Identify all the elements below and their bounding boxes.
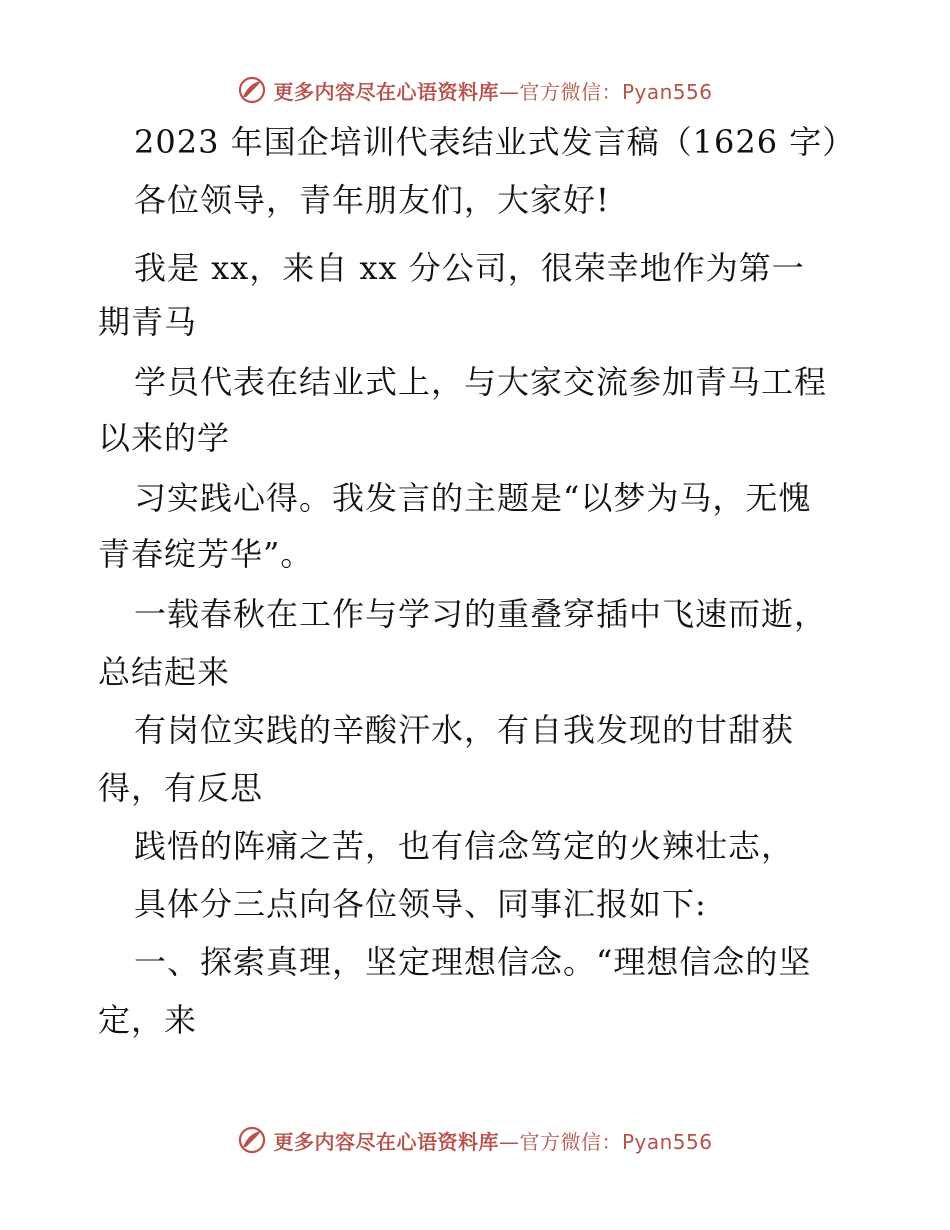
document-title: 2023 年国企培训代表结业式发言稿（1626 字） [134, 123, 856, 161]
banner-wechat: 官方微信：Pyan556 [519, 1129, 713, 1154]
footer-watermark-banner [0, 1120, 950, 1160]
paragraph-line: 有岗位实践的辛酸汗水，有自我发现的甘甜获 [134, 711, 795, 749]
banner-wechat: 官方微信：Pyan556 [519, 79, 713, 104]
paragraph-line: 定，来 [98, 1001, 198, 1039]
paragraph-line: 学员代表在结业式上，与大家交流参加青马工程 [134, 363, 828, 401]
banner-separator: — [498, 1129, 520, 1154]
pen-logo-icon [237, 1125, 267, 1155]
paragraph-line: 总结起来 [98, 653, 231, 691]
section-heading-line: 一、探索真理，坚定理想信念。“理想信念的坚 [134, 943, 812, 981]
paragraph-line: 我是 xx，来自 xx 分公司，很荣幸地作为第一 [134, 249, 805, 287]
paragraph-line: 具体分三点向各位领导、同事汇报如下: [134, 885, 707, 923]
banner-text [273, 1126, 712, 1155]
banner-text [273, 76, 712, 105]
greeting-line: 各位领导，青年朋友们，大家好! [134, 181, 610, 219]
banner-brand: 更多内容尽在心语资料库 [273, 79, 499, 104]
paragraph-line: 青春绽芳华”。 [98, 535, 314, 573]
paragraph-line: 以来的学 [98, 419, 231, 457]
banner-brand: 更多内容尽在心语资料库 [273, 1129, 499, 1154]
banner-separator: — [498, 79, 520, 104]
pen-logo-icon [237, 75, 267, 105]
paragraph-line: 一载春秋在工作与学习的重叠穿插中飞速而逝， [134, 595, 828, 633]
header-watermark-banner [0, 70, 950, 110]
paragraph-line: 习实践心得。我发言的主题是“以梦为马，无愧 [134, 479, 812, 517]
paragraph-line: 践悟的阵痛之苦，也有信念笃定的火辣壮志， [134, 827, 795, 865]
paragraph-line: 得，有反思 [98, 769, 264, 807]
paragraph-line: 期青马 [98, 303, 198, 341]
